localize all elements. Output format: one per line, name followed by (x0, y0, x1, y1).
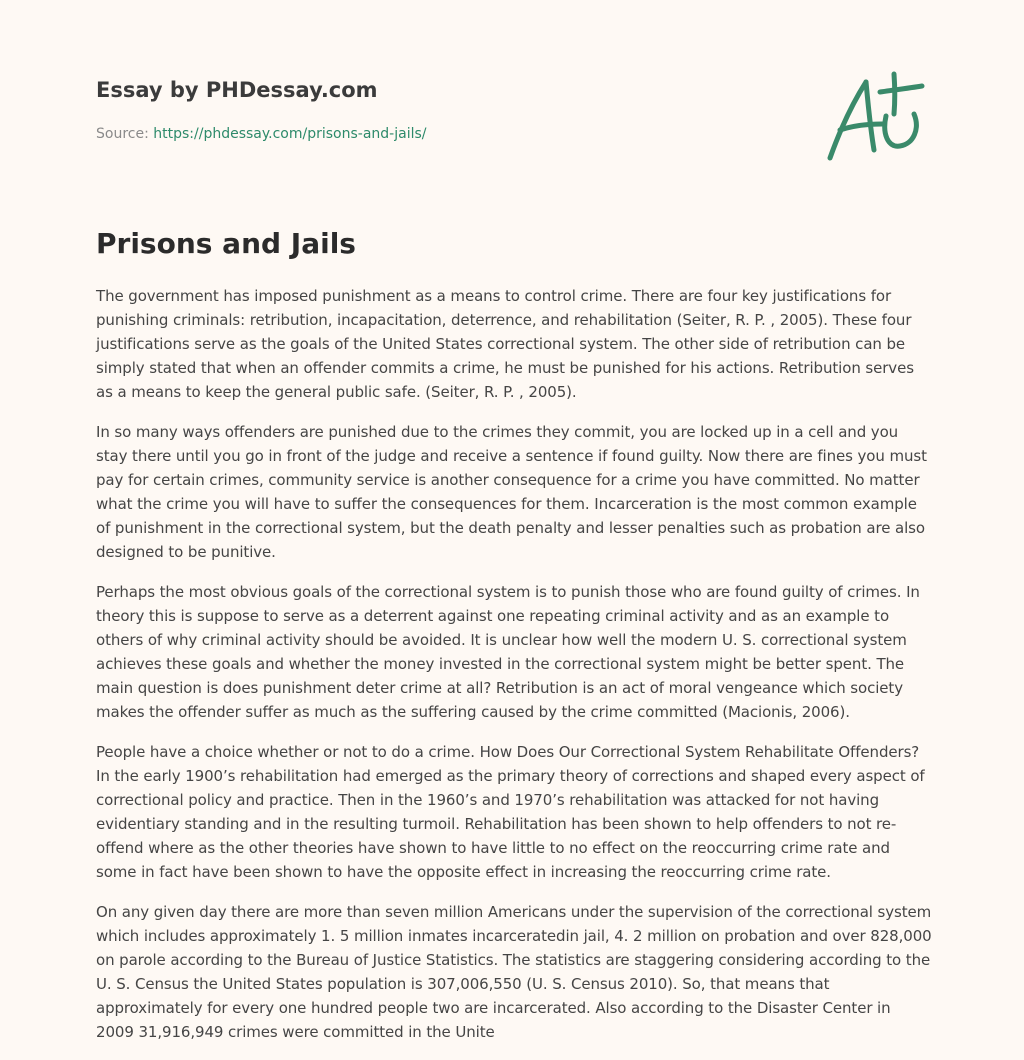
essay-paragraph: In so many ways offenders are punished due to the crimes they commit, you are locked up in a cell and you stay there until you go in front of the judge and receive a sentence if found guilty. Now there are fines you must pay for certain crimes, community service is another consequence for a crime you have committed. No matter what the crime you will have to suffer the consequences for them. Incarceration is the most common example of punishment in the correctional system, but the death penalty and lesser penalties such as probation are also designed to be punitive. (96, 423, 927, 561)
source-label: Source: (96, 126, 149, 142)
essay-paragraph: People have a choice whether or not to do a crime. How Does Our Correctional System Rehabilitate Offenders? In the early 1900’s rehabilitation had emerged as the primary theory of corrections and shaped every aspect of correctional policy and practice. Then in the 1960’s and 1970’s rehabilitation was attacked for not having evidentiary standing and in the resulting turmoil. Rehabilitation has been shown to help offenders to not re-offend where as the other theories have shown to have little to no effect on the reoccurring crime rate and some in fact have been shown to have the opposite effect in increasing the reoccurring crime rate. (96, 743, 925, 881)
source-link[interactable]: https://phdessay.com/prisons-and-jails/ (153, 126, 427, 142)
essay-body (96, 284, 932, 1060)
essay-paragraph: The government has imposed punishment as a means to control crime. There are four key justifications for punishing criminals: retribution, incapacitation, deterrence, and rehabilitation (Seiter, R. P. , 2005). These four justifications serve as the goals of the United States correctional system. The other side of retribution can be simply stated that when an offender commits a crime, he must be punished for his actions. Retribution serves as a means to keep the general public safe. (Seiter, R. P. , 2005). (96, 287, 914, 401)
source-line (96, 124, 696, 144)
a-plus-grade-icon (822, 68, 926, 164)
page-header (96, 76, 696, 144)
essay-paragraph: On any given day there are more than seven million Americans under the supervision of the correctional system which includes approximately 1. 5 million inmates incarceratedin jail, 4. 2 million on probation and over 828,000 on parole according to the Bureau of Justice Statistics. The statistics are staggering considering according to the U. S. Census the United States population is 307,006,550 (U. S. Census 2010). So, that means that approximately for every one hundred people two are incarcerated. Also according to the Disaster Center in 2009 31,916,949 crimes were committed in the Unite (96, 903, 932, 1041)
brand-title: Essay by PHDessay.com (96, 78, 378, 102)
essay-paragraph: Perhaps the most obvious goals of the correctional system is to punish those who are found guilty of crimes. In theory this is suppose to serve as a deterrent against one repeating criminal activity and as an example to others of why criminal activity should be avoided. It is unclear how well the modern U. S. correctional system achieves these goals and whether the money invested in the correctional system might be better spent. The main question is does punishment deter crime at all? Retribution is an act of moral vengeance which society makes the offender suffer as much as the suffering caused by the crime committed (Macionis, 2006). (96, 583, 920, 721)
essay-title: Prisons and Jails (96, 227, 356, 260)
